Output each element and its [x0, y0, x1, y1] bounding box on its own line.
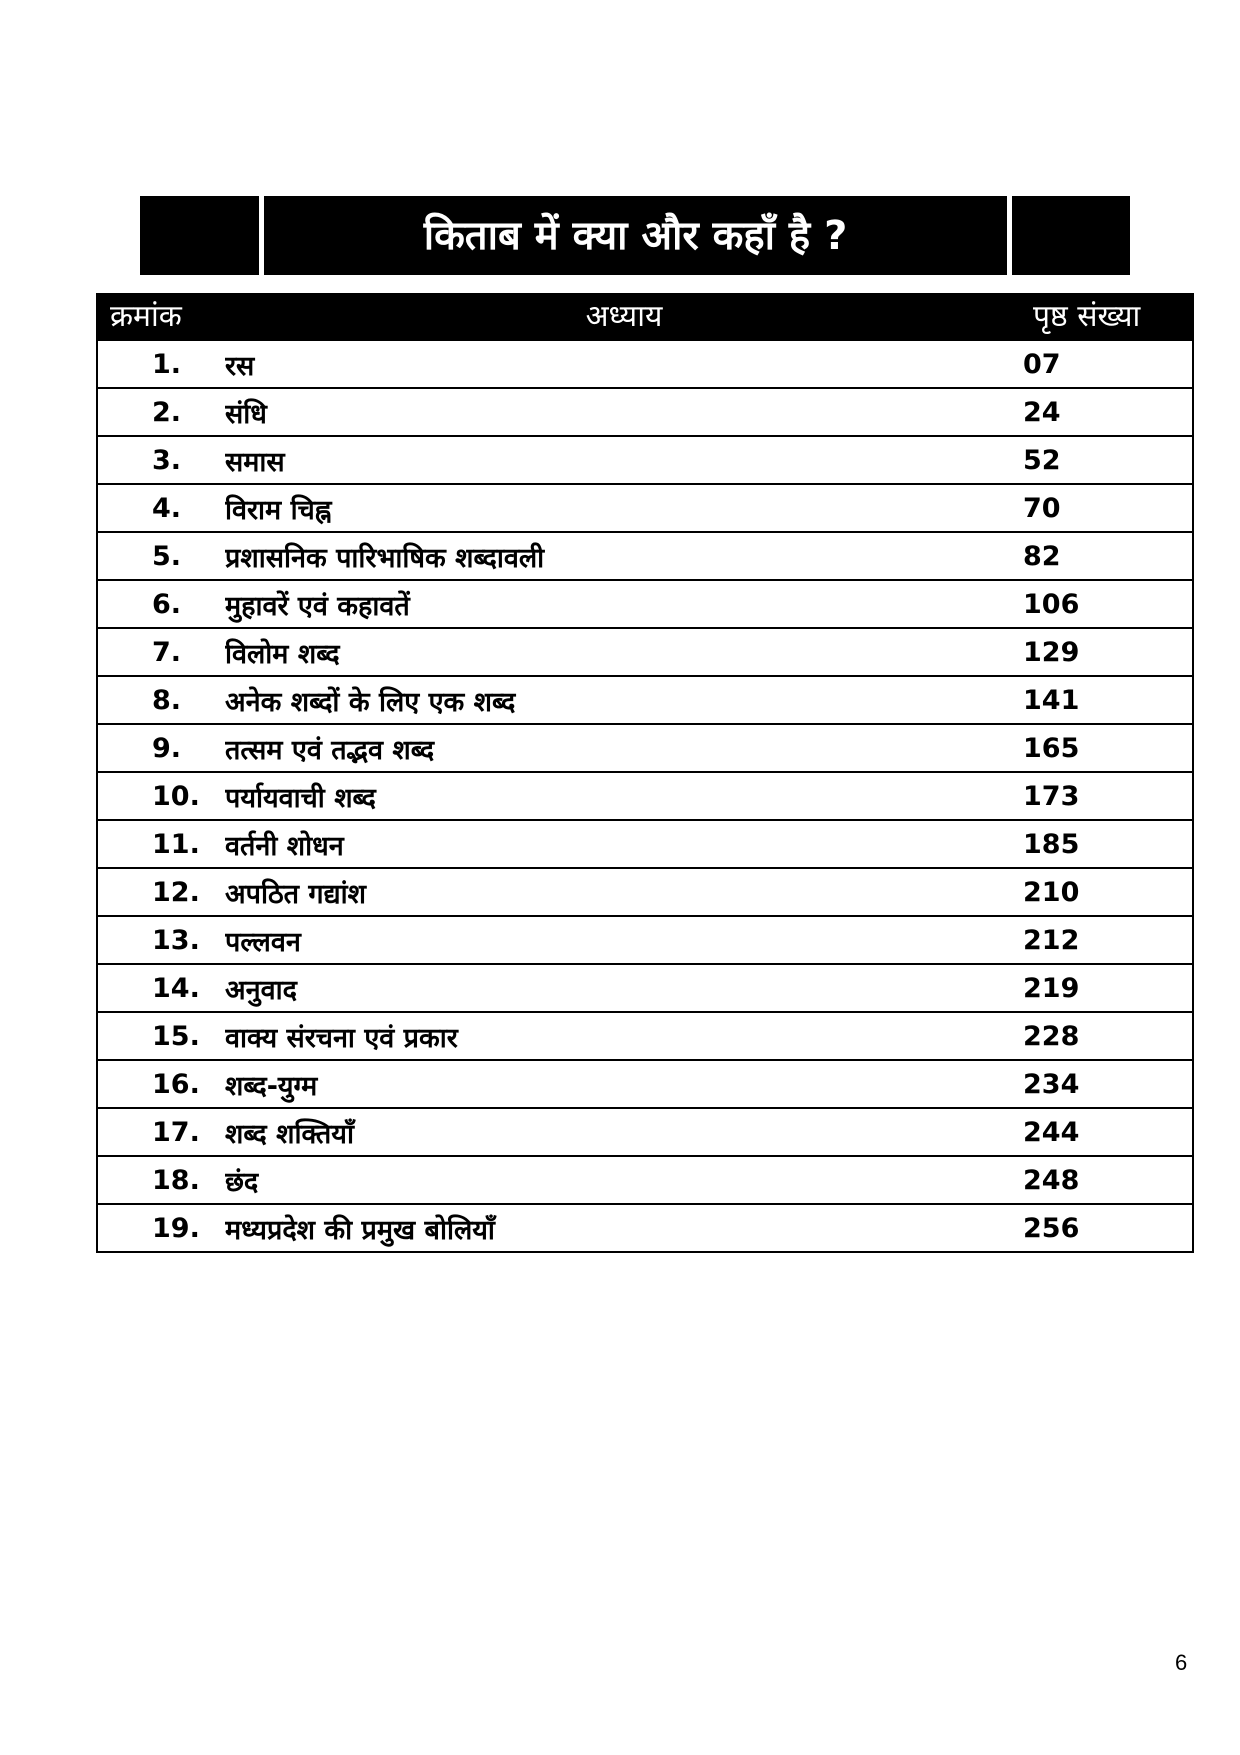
- banner-right-block: [1012, 196, 1130, 275]
- chapter-title: मुहावरें एवं कहावतें: [225, 590, 410, 622]
- chapter-title: पर्यायवाची शब्द: [225, 782, 376, 814]
- page-number-cell: 244: [1023, 1116, 1080, 1148]
- chapter-title: मध्यप्रदेश की प्रमुख बोलियाँ: [225, 1214, 495, 1246]
- chapter-title: वर्तनी शोधन: [225, 830, 344, 862]
- chapter-title: अनुवाद: [225, 974, 297, 1006]
- header-number: क्रमांक: [110, 299, 182, 334]
- row-number: 12.: [152, 876, 200, 908]
- row-number: 17.: [152, 1116, 200, 1148]
- page-number-cell: 173: [1023, 780, 1080, 812]
- chapter-title: रस: [225, 350, 255, 382]
- chapter-title: वाक्य संरचना एवं प्रकार: [225, 1022, 458, 1054]
- table-row: [97, 868, 1193, 916]
- row-number: 4.: [152, 492, 182, 524]
- page-number-cell: 165: [1023, 732, 1080, 764]
- row-number: 18.: [152, 1164, 200, 1196]
- banner-left-block: [140, 196, 259, 275]
- row-number: 2.: [152, 396, 182, 428]
- row-number: 3.: [152, 444, 182, 476]
- row-number: 7.: [152, 636, 182, 668]
- row-number: 1.: [152, 348, 182, 380]
- table-row: [97, 1060, 1193, 1108]
- table-row: [97, 772, 1193, 820]
- page-number-cell: 106: [1023, 588, 1080, 620]
- row-number: 19.: [152, 1212, 200, 1244]
- chapter-title: अपठित गद्यांश: [225, 878, 366, 910]
- page-number: 6: [1175, 1650, 1188, 1675]
- page-number-cell: 219: [1023, 972, 1080, 1004]
- page-number-cell: 52: [1023, 444, 1061, 476]
- page-number-cell: 212: [1023, 924, 1080, 956]
- chapter-title: तत्सम एवं तद्भव शब्द: [225, 734, 435, 766]
- header-page: पृष्ठ संख्या: [1033, 299, 1141, 334]
- chapter-title: विलोम शब्द: [225, 638, 340, 670]
- page-number-cell: 141: [1023, 684, 1080, 716]
- table-body: [97, 341, 1193, 1252]
- page-number-cell: 07: [1023, 348, 1061, 380]
- page-number-cell: 70: [1023, 492, 1061, 524]
- row-number: 13.: [152, 924, 200, 956]
- page-number-cell: 210: [1023, 876, 1080, 908]
- chapter-title: छंद: [225, 1166, 259, 1198]
- table-row: [97, 532, 1193, 580]
- table-row: [97, 1204, 1193, 1252]
- chapter-title: शब्द शक्तियाँ: [225, 1118, 354, 1150]
- page-number-cell: 248: [1023, 1164, 1080, 1196]
- header-chapter: अध्याय: [585, 299, 663, 334]
- row-number: 9.: [152, 732, 182, 764]
- chapter-title: संधि: [225, 398, 267, 430]
- table-row: [97, 484, 1193, 532]
- row-number: 14.: [152, 972, 200, 1004]
- chapter-title: पल्लवन: [225, 926, 301, 958]
- row-number: 10.: [152, 780, 200, 812]
- page-number-cell: 82: [1023, 540, 1061, 572]
- table-row: [97, 628, 1193, 676]
- table-of-contents: [96, 293, 1194, 1253]
- table-row: [97, 916, 1193, 964]
- table-row: [97, 436, 1193, 484]
- page-number-cell: 185: [1023, 828, 1080, 860]
- row-number: 16.: [152, 1068, 200, 1100]
- table-row: [97, 724, 1193, 772]
- row-number: 8.: [152, 684, 182, 716]
- row-number: 6.: [152, 588, 182, 620]
- chapter-title: विराम चिह्न: [225, 494, 332, 526]
- chapter-title: शब्द-युग्म: [225, 1070, 318, 1102]
- table-row: [97, 341, 1193, 388]
- page-number-cell: 234: [1023, 1068, 1080, 1100]
- row-number: 11.: [152, 828, 200, 860]
- page-number-cell: 24: [1023, 396, 1061, 428]
- page-title: किताब में क्या और कहाँ है ?: [423, 212, 848, 259]
- title-banner: [140, 196, 1130, 275]
- table-row: [97, 964, 1193, 1012]
- row-number: 5.: [152, 540, 182, 572]
- chapter-title: समास: [225, 446, 285, 478]
- banner-center-block: [264, 196, 1007, 275]
- table-row: [97, 1108, 1193, 1156]
- chapter-title: प्रशासनिक पारिभाषिक शब्दावली: [225, 542, 545, 574]
- table-row: [97, 820, 1193, 868]
- table-header-row: [97, 293, 1193, 341]
- page-number-cell: 256: [1023, 1212, 1080, 1244]
- table-row: [97, 676, 1193, 724]
- page-number-cell: 228: [1023, 1020, 1080, 1052]
- table-row: [97, 1012, 1193, 1060]
- table-row: [97, 1156, 1193, 1204]
- table-row: [97, 580, 1193, 628]
- page-number-cell: 129: [1023, 636, 1080, 668]
- table-row: [97, 388, 1193, 436]
- chapter-title: अनेक शब्दों के लिए एक शब्द: [225, 686, 516, 718]
- row-number: 15.: [152, 1020, 200, 1052]
